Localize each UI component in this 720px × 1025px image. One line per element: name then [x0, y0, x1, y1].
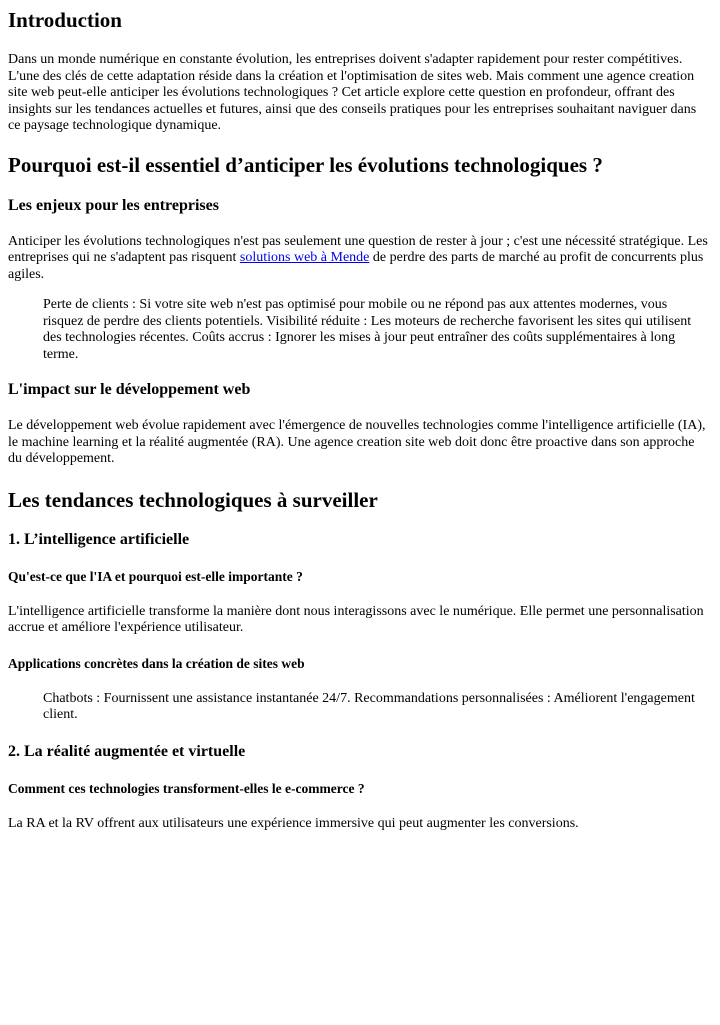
solutions-web-link[interactable]: solutions web à Mende: [239, 250, 370, 265]
ai-apps-heading: Applications concrètes dans la création de sites web: [8, 655, 305, 671]
stakes-paragraph: [8, 234, 710, 284]
ar-heading: 2. La réalité augmentée et virtuelle: [8, 742, 246, 760]
impact-paragraph: Le développement web évolue rapidement avec l'émergence de nouvelles technologies comme l'intelligence artificielle (IA), le machine learning et la réalité augmentée (RA). Une agence creation site web doit donc être proactive dans son approche du développement.: [8, 418, 706, 466]
why-heading: Pourquoi est-il essentiel d’anticiper les évolutions technologiques ?: [8, 152, 603, 177]
article: [0, 8, 720, 832]
trends-heading: Les tendances technologiques à surveiller: [8, 487, 378, 512]
stakes-text-before: Anticiper les évolutions technologiques n'est pas seulement une question de rester à jour ; c'est une nécessité stratégique. Les entreprises qui ne s'adaptent pas risquent: [8, 233, 708, 265]
ai-heading: 1. L’intelligence artificielle: [8, 530, 190, 548]
ai-what-paragraph: L'intelligence artificielle transforme la manière dont nous interagissons avec le numérique. Elle permet une personnalisation accrue et améliore l'expérience utilisateur.: [8, 603, 704, 635]
ai-apps-blockquote: Chatbots : Fournissent une assistance instantanée 24/7. Recommandations personnalisées : Améliorent l'engagement client.: [43, 690, 695, 722]
ai-what-heading: Qu'est-ce que l'IA et pourquoi est-elle importante ?: [8, 568, 303, 584]
impact-heading: L'impact sur le développement web: [8, 381, 251, 398]
intro-paragraph: Dans un monde numérique en constante évolution, les entreprises doivent s'adapter rapidement pour rester compétitives. L'une des clés de cette adaptation réside dans la création et l'optimisation de sites web. Mais comment une agence creation site web peut-elle anticiper les évolutions technologiques ? Cet article explore cette question en profondeur, offrant des insights sur les tendances actuelles et futures, ainsi que des conseils pratiques pour les entreprises souhaitant naviguer dans ce paysage technologique dynamique.: [8, 52, 697, 133]
ar-paragraph: La RA et la RV offrent aux utilisateurs une expérience immersive qui peut augmenter les conversions.: [8, 815, 579, 831]
risks-blockquote: Perte de clients : Si votre site web n'est pas optimisé pour mobile ou ne répond pas aux attentes modernes, vous risquez de perdre des clients potentiels. Visibilité réduite : Les moteurs de recherche favorisent les sites qui utilisent des technologies récentes. Coûts accrus : Ignorer les mises à jour peut entraîner des coûts supplémentaires à long terme.: [43, 297, 692, 362]
ar-how-heading: Comment ces technologies transforment-elles le e-commerce ?: [8, 780, 365, 796]
stakes-text-after: de perdre des parts de marché au profit de concurrents plus agiles.: [8, 250, 704, 282]
stakes-heading: Les enjeux pour les entreprises: [8, 196, 219, 214]
intro-heading: Introduction: [8, 8, 122, 32]
